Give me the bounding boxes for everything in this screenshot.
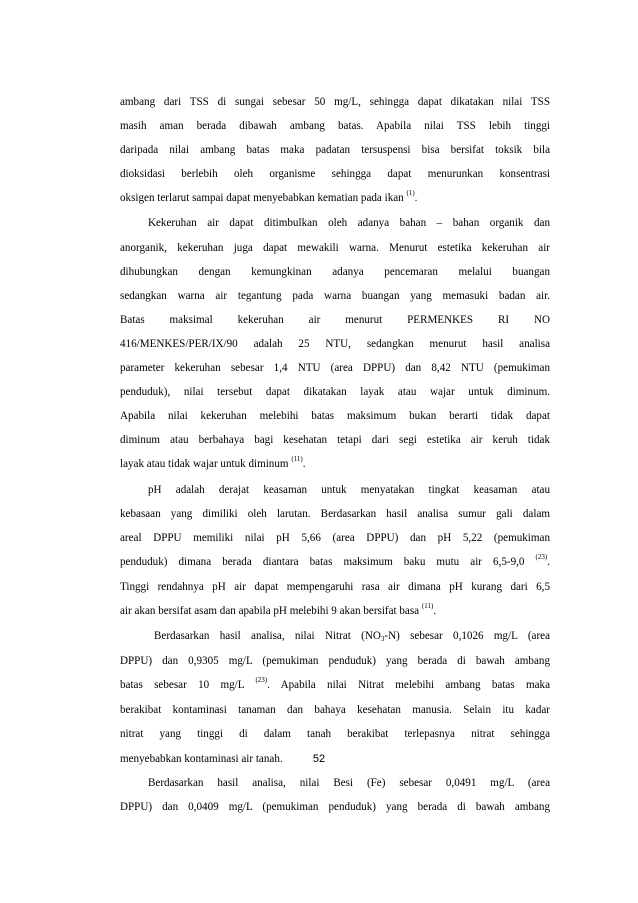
text-line: DPPU) dan 0,0409 mg/L (pemukiman penduduk) yang berada di bawah ambang	[120, 800, 550, 813]
text-line: ambang dari TSS di sungai sebesar 50 mg/L, sehingga dapat dikatakan nilai TSS	[120, 96, 550, 108]
text-line: dioksidasi berlebih oleh organisme sehingga dapat menurunkan konsentrasi	[120, 168, 550, 181]
text-line	[120, 452, 550, 477]
text-line: penduduk), nilai tersebut dapat dikatakan layak atau wajar untuk diminum.	[120, 386, 550, 399]
text-line: Berdasarkan hasil analisa, nilai Besi (Fe) sebesar 0,0491 mg/L (area	[148, 776, 550, 789]
text-line: menyebabkan kontaminasi air tanah.	[120, 752, 283, 765]
text-run: Berdasarkan hasil analisa, nilai Nitrat (NO	[154, 630, 381, 643]
citation: (1)	[406, 189, 415, 198]
text-line	[120, 673, 550, 698]
text-line: anorganik, kekeruhan juga dapat mewakili warna. Menurut estetika kekeruhan air	[120, 241, 550, 254]
text-line: 416/MENKES/PER/IX/90 adalah 25 NTU, sedangkan menurut hasil analisa	[120, 337, 550, 350]
text-line: Kekeruhan air dapat ditimbulkan oleh adanya bahan – bahan organik dan	[148, 217, 550, 230]
text-line: masih aman berada dibawah ambang batas. Apabila nilai TSS lebih tinggi	[120, 120, 550, 133]
text-line: parameter kekeruhan sebesar 1,4 NTU (area DPPU) dan 8,42 NTU (pemukiman	[120, 362, 550, 375]
text-line: Batas maksimal kekeruhan air menurut PERMENKES RI NO	[120, 313, 550, 326]
text-line	[120, 550, 550, 575]
text-line: daripada nilai ambang batas maka padatan tersuspensi bisa bersifat toksik bila	[120, 144, 550, 157]
text-line: sedangkan warna air tegantung pada warna buangan yang memasuki badan air.	[120, 289, 550, 302]
text-line: Tinggi rendahnya pH air dapat mempengaruhi rasa air dimana pH kurang dari 6,5	[120, 580, 550, 593]
text-run: .	[414, 192, 418, 205]
text-run: . Apabila nilai Nitrat melebihi ambang batas maka	[267, 679, 550, 692]
paragraph-kekeruhan	[120, 211, 550, 477]
paragraph-besi	[120, 771, 550, 819]
text-line: kebasaan yang dimiliki oleh larutan. Berdasarkan hasil analisa sumur gali dalam	[120, 507, 550, 520]
text-line	[120, 599, 550, 624]
page-body	[120, 90, 550, 819]
text-run: .	[433, 604, 437, 617]
citation: (23)	[255, 676, 268, 685]
citation: (11)	[421, 601, 434, 610]
text-line	[120, 186, 550, 211]
paragraph-tss	[120, 90, 550, 211]
text-line: pH adalah derajat keasaman untuk menyatakan tingkat keasaman atau	[148, 483, 550, 496]
text-line: Apabila nilai kekeruhan melebihi batas maksimum bukan berarti tidak dapat	[120, 410, 550, 423]
page-number: 52	[312, 753, 326, 765]
text-run: oksigen terlarut sampai dapat menyebabkan kematian pada ikan	[120, 192, 404, 205]
text-run: penduduk) dimana berada diantara batas maksimum baku mutu air 6,5-9,0	[120, 555, 525, 568]
text-line	[120, 624, 550, 649]
text-line: berakibat kontaminasi tanaman dan bahaya kesehatan manusia. Selain itu kadar	[120, 704, 550, 717]
text-run: -N) sebesar 0,1026 mg/L (area	[384, 630, 550, 643]
subscript: 3	[380, 635, 385, 644]
text-line: DPPU) dan 0,9305 mg/L (pemukiman penduduk) yang berada di bawah ambang	[120, 655, 550, 668]
text-run: layak atau tidak wajar untuk diminum	[120, 458, 289, 471]
text-run: air akan bersifat asam dan apabila pH melebihi 9 akan bersifat basa	[120, 604, 420, 617]
text-run: batas sebesar 10 mg/L	[120, 679, 245, 692]
text-run: .	[302, 458, 306, 471]
text-line: nitrat yang tinggi di dalam tanah berakibat terlepasnya nitrat sehingga	[120, 728, 550, 741]
text-line: dihubungkan dengan kemungkinan adanya pencemaran melalui buangan	[120, 265, 550, 278]
citation: (11)	[291, 455, 303, 464]
paragraph-ph	[120, 478, 550, 625]
citation: (23)	[535, 552, 548, 561]
paragraph-nitrat	[120, 624, 550, 771]
text-line: diminum atau berbahaya bagi kesehatan tetapi dari segi estetika air keruh tidak	[120, 434, 550, 447]
text-run: .	[547, 555, 550, 568]
text-line: areal DPPU memiliki nilai pH 5,66 (area DPPU) dan pH 5,22 (pemukiman	[120, 531, 550, 544]
